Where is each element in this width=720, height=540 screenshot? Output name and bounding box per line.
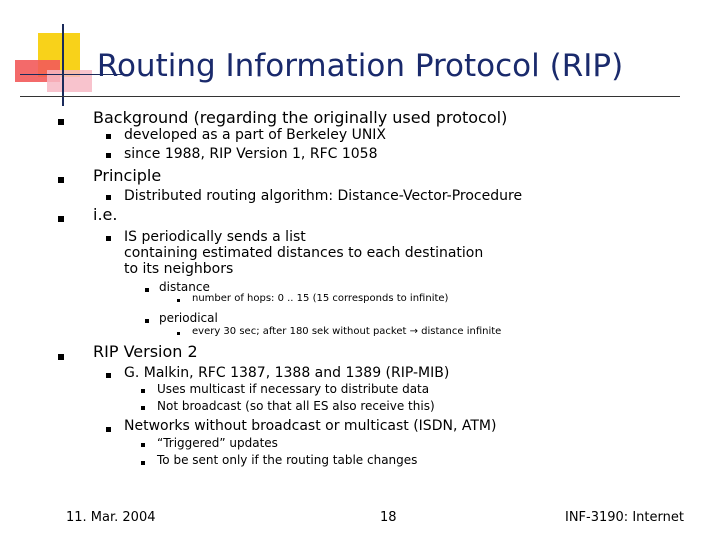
bullet-text: Distributed routing algorithm: Distance-Vector-Procedure	[124, 188, 523, 204]
bullet-square-icon	[106, 195, 111, 200]
bullet-text: distance	[159, 280, 210, 294]
bullet-text: developed as a part of Berkeley UNIX	[124, 127, 387, 143]
bullet-text: IS periodically sends a list	[124, 229, 306, 245]
footer-course: INF-3190: Internet	[565, 510, 684, 525]
bullet-square-icon	[58, 177, 64, 183]
bullet-text: Networks without broadcast or multicast (ISDN, ATM)	[124, 418, 497, 434]
bullet-text: periodical	[159, 311, 218, 325]
bullet-square-icon	[141, 461, 145, 465]
bullet-square-icon	[106, 427, 111, 432]
bullet-text: Not broadcast (so that all ES also receive this)	[157, 399, 435, 413]
title-underline	[20, 96, 680, 97]
bullet-text: Background (regarding the originally used protocol)	[93, 108, 508, 127]
bullet-square-icon	[106, 134, 111, 139]
bullet-text: containing estimated distances to each destination	[124, 245, 484, 261]
bullet-square-icon	[106, 153, 111, 158]
slide-title: Routing Information Protocol (RIP)	[96, 48, 624, 84]
bullet-text: since 1988, RIP Version 1, RFC 1058	[124, 146, 378, 162]
bullet-square-icon	[145, 319, 149, 323]
bullet-text: To be sent only if the routing table changes	[157, 453, 418, 467]
bullet-square-icon	[58, 119, 64, 125]
bullet-square-icon	[141, 443, 145, 447]
bullet-square-icon	[106, 373, 111, 378]
bullet-text: i.e.	[93, 205, 118, 224]
bullet-text: Principle	[93, 166, 162, 185]
bullet-square-icon	[141, 406, 145, 410]
bullet-square-icon	[141, 389, 145, 393]
bullet-square-icon	[106, 236, 111, 241]
bullet-square-icon	[177, 299, 180, 302]
bullet-square-icon	[58, 354, 64, 360]
footer-date: 11. Mar. 2004	[66, 510, 156, 525]
bullet-square-icon	[177, 332, 180, 335]
bullet-text: to its neighbors	[124, 261, 234, 277]
bullet-text: number of hops: 0 .. 15 (15 corresponds to infinite)	[192, 293, 449, 304]
bullet-text: “Triggered” updates	[157, 436, 278, 450]
bullet-square-icon	[58, 216, 64, 222]
bullet-square-icon	[145, 288, 149, 292]
bullet-text: Uses multicast if necessary to distribute data	[157, 382, 430, 396]
bullet-text: every 30 sec; after 180 sek without packet → distance infinite	[192, 326, 502, 337]
bullet-text: RIP Version 2	[93, 342, 198, 361]
footer-page-number: 18	[380, 510, 397, 525]
bullet-text: G. Malkin, RFC 1387, 1388 and 1389 (RIP-MIB)	[124, 365, 450, 381]
